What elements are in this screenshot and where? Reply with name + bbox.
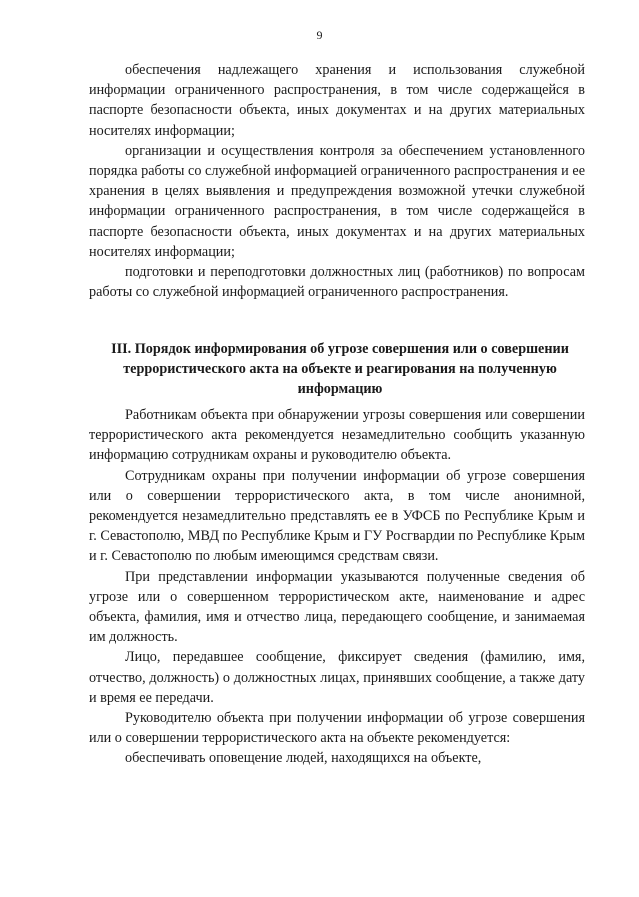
paragraph: обеспечивать оповещение людей, находящихся на объекте,	[125, 750, 482, 767]
paragraph: Лицо, передавшее сообщение, фиксирует сведения (фамилию, имя, отчество, должность) о должностных лицах, принявших сообщение, а также дату и время ее передачи.	[89, 649, 585, 706]
paragraph: подготовки и переподготовки должностных лиц (работников) по вопросам работы со служебной информацией ограниченного распространения.	[89, 264, 585, 301]
paragraph: обеспечения надлежащего хранения и использования служебной информации ограниченного распространения, в том числе содержащейся в паспорте безопасности объекта, иных документах и на других материальных носителях информации;	[89, 62, 585, 139]
body-paragraphs	[89, 405, 585, 769]
paragraph: При представлении информации указываются полученные сведения об угрозе или о совершенном террористическом акте, наименование и адрес объекта, фамилия, имя и отчество лица, передающего сообщение, и занимаемая им должность.	[89, 568, 585, 646]
paragraph: Работникам объекта при обнаружении угрозы совершения или совершении террористического акта рекомендуется незамедлительно сообщить указанную информацию сотрудникам охраны и руководителю объекта.	[89, 407, 585, 464]
paragraph: Руководителю объекта при получении информации об угрозе совершения или о совершении террористического акта на объекте рекомендуется:	[89, 710, 585, 747]
paragraph: организации и осуществления контроля за обеспечением установленного порядка работы со служебной информацией ограниченного распространения и ее хранения в целях выявления и предупреждения возможной утечки служебной информации ограниченного распространения, в том числе содержащейся в паспорте безопасности объекта, иных документах и на других материальных носителях информации;	[89, 142, 585, 260]
top-paragraphs	[89, 60, 585, 302]
paragraph: Сотрудникам охраны при получении информации об угрозе совершения или о совершении террористического акта, в том числе анонимной, рекомендуется незамедлительно представлять ее в УФСБ по Республике Крым и г. Севастополю, МВД по Республике Крым и ГУ Росгвардии по Республике Крым и г. Севастополю по любым имеющимся средствам связи.	[89, 467, 585, 565]
section-heading-block	[105, 339, 575, 399]
section-heading: III. Порядок информирования об угрозе совершения или о совершении террористического акта на объекте и реагирования на полученную информацию	[111, 341, 569, 397]
page-number: 9	[316, 28, 323, 42]
